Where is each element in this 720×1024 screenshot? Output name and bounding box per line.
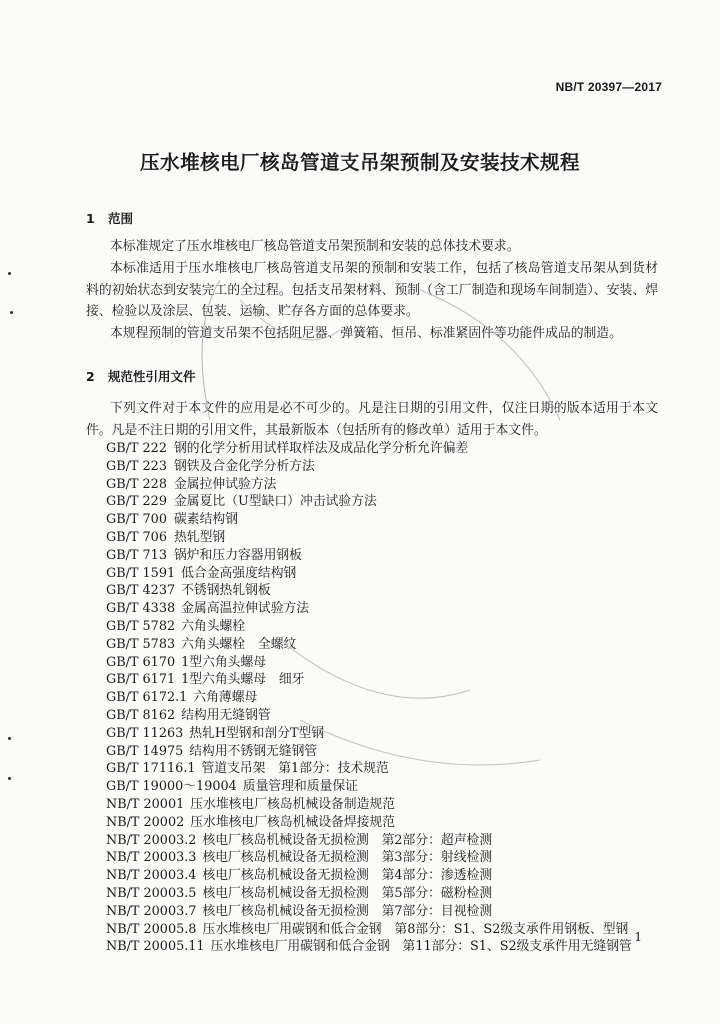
- reference-item: [106, 903, 632, 921]
- reference-code: GB/T 11263: [106, 725, 184, 741]
- reference-item: [106, 618, 632, 636]
- reference-item: [106, 849, 632, 867]
- reference-item: [106, 458, 632, 476]
- margin-mark: [8, 777, 11, 780]
- reference-code: GB/T 706: [106, 529, 167, 545]
- reference-code: GB/T 4338: [106, 601, 176, 617]
- reference-item: [106, 725, 632, 743]
- reference-item: [106, 529, 632, 547]
- reference-title: 金属高温拉伸试验方法: [181, 601, 310, 617]
- reference-code: GB/T 4237: [106, 583, 176, 599]
- reference-item: [106, 654, 632, 672]
- reference-title: 1型六角头螺母 细牙: [181, 672, 305, 688]
- reference-code: GB/T 6171: [106, 672, 176, 688]
- reference-code: NB/T 20003.3: [106, 850, 197, 866]
- reference-code: GB/T 5783: [106, 636, 176, 652]
- reference-code: NB/T 20003.2: [106, 832, 197, 848]
- scope-paragraph-2: 本标准适用于压水堆核电厂核岛管道支吊架的预制和安装工作，包括了核岛管道支吊架从到货材料的初始状态到安装完工的全过程。包括支吊架材料、预制（含工厂制造和现场车间制造）、安装、焊接、检验以及涂层、包装、运输、贮存各方面的总体要求。: [86, 261, 658, 319]
- reference-title: 结构用不锈钢无缝钢管: [189, 743, 318, 759]
- reference-title: 金属拉伸试验方法: [174, 476, 277, 492]
- section-2-number: 2: [86, 369, 95, 384]
- reference-title: 六角头螺栓 全螺纹: [181, 636, 297, 652]
- reference-title: 锅炉和压力容器用钢板: [174, 547, 302, 563]
- reference-item: [106, 867, 632, 885]
- reference-title: 钢的化学分析用试样取样法及成品化学分析允许偏差: [174, 441, 469, 456]
- reference-title: 管道支吊架 第1部分：技术规范: [201, 761, 389, 777]
- reference-title: 核电厂核岛机械设备无损检测 第2部分：超声检测: [202, 832, 493, 848]
- reference-code: NB/T 20005.11: [106, 939, 205, 955]
- reference-item: [106, 511, 632, 529]
- reference-item: [106, 582, 632, 600]
- reference-item: [106, 600, 632, 618]
- reference-title: 压水堆核电厂用碳钢和低合金钢 第11部分：S1、S2级支承件用无缝钢管: [210, 939, 632, 955]
- reference-title: 质量管理和质量保证: [242, 779, 358, 795]
- reference-item: [106, 707, 632, 725]
- reference-title: 热轧H型钢和剖分T型钢: [189, 725, 325, 741]
- reference-title: 压水堆核电厂用碳钢和低合金钢 第8部分：S1、S2级支承件用钢板、型钢: [202, 921, 629, 937]
- reference-item: [106, 921, 632, 939]
- document-title: 压水堆核电厂核岛管道支吊架预制及安装技术规程: [139, 151, 580, 174]
- reference-code: NB/T 20001: [106, 796, 185, 812]
- reference-title: 核电厂核岛机械设备无损检测 第3部分：射线检测: [202, 850, 493, 866]
- reference-item: [106, 476, 632, 494]
- reference-code: NB/T 20003.4: [106, 868, 197, 884]
- reference-title: 核电厂核岛机械设备无损检测 第5部分：磁粉检测: [202, 885, 493, 901]
- reference-code: GB/T 700: [106, 512, 167, 528]
- section-2-heading: [86, 367, 196, 385]
- reference-title: 压水堆核电厂核岛机械设备焊接规范: [190, 814, 395, 830]
- reference-code: GB/T 5782: [106, 618, 176, 634]
- reference-item: [106, 832, 632, 850]
- reference-title: 低合金高强度结构钢: [181, 565, 297, 581]
- reference-code: GB/T 19000～19004: [106, 779, 237, 795]
- reference-title: 压水堆核电厂核岛机械设备制造规范: [190, 796, 395, 812]
- reference-code: GB/T 8162: [106, 707, 176, 723]
- reference-code: GB/T 229: [106, 494, 167, 510]
- reference-code: GB/T 6170: [106, 654, 176, 670]
- reference-item: [106, 547, 632, 565]
- reference-title: 核电厂核岛机械设备无损检测 第7部分：目视检测: [202, 903, 493, 919]
- reference-code: GB/T 17116.1: [106, 761, 196, 777]
- reference-code: GB/T 222: [106, 441, 167, 456]
- standard-code: NB/T 20397—2017: [555, 80, 662, 94]
- reference-item: [106, 885, 632, 903]
- margin-mark: [10, 311, 13, 314]
- reference-item: [106, 636, 632, 654]
- reference-code: NB/T 20002: [106, 814, 185, 830]
- reference-item: [106, 565, 632, 583]
- reference-item: [106, 689, 632, 707]
- margin-mark: [8, 737, 11, 740]
- scope-paragraph-1: 本标准规定了压水堆核电厂核岛管道支吊架预制和安装的总体技术要求。: [110, 239, 520, 254]
- reference-item: [106, 493, 632, 511]
- reference-title: 热轧型钢: [174, 529, 226, 545]
- reference-title: 1型六角头螺母: [181, 654, 267, 670]
- reference-title: 金属夏比（U型缺口）冲击试验方法: [174, 494, 377, 510]
- reference-item: [106, 938, 632, 956]
- reference-item: [106, 671, 632, 689]
- reference-code: GB/T 1591: [106, 565, 176, 581]
- section-1-number: 1: [86, 211, 95, 226]
- reference-item: [106, 440, 632, 458]
- reference-list: [106, 440, 632, 956]
- section-2-title: 规范性引用文件: [108, 369, 196, 384]
- reference-code: GB/T 6172.1: [106, 690, 188, 706]
- reference-item: [106, 796, 632, 814]
- margin-mark: [8, 272, 11, 275]
- reference-title: 六角头螺栓: [181, 618, 246, 634]
- section-1-title: 范围: [108, 211, 134, 226]
- reference-title: 六角薄螺母: [193, 690, 258, 706]
- references-intro: 下列文件对于本文件的应用是必不可少的。凡是注日期的引用文件，仅注日期的版本适用于本文件。凡是不注日期的引用文件，其最新版本（包括所有的修改单）适用于本文件。: [86, 401, 658, 438]
- scope-paragraph-3: 本规程预制的管道支吊架不包括阻尼器、弹簧箱、恒吊、标准紧固件等功能件成品的制造。: [110, 326, 622, 341]
- reference-title: 不锈钢热轧钢板: [181, 583, 271, 599]
- page-number: 1: [634, 930, 642, 944]
- reference-code: NB/T 20003.7: [106, 903, 197, 919]
- reference-title: 碳素结构钢: [174, 512, 238, 528]
- section-1-heading: [86, 209, 133, 227]
- reference-code: GB/T 228: [106, 476, 167, 492]
- reference-code: NB/T 20005.8: [106, 921, 197, 937]
- reference-code: GB/T 713: [106, 547, 167, 563]
- reference-item: [106, 760, 632, 778]
- reference-code: GB/T 14975: [106, 743, 184, 759]
- reference-item: [106, 743, 632, 761]
- reference-title: 钢铁及合金化学分析方法: [174, 458, 315, 474]
- reference-item: [106, 814, 632, 832]
- reference-code: NB/T 20003.5: [106, 885, 197, 901]
- reference-code: GB/T 223: [106, 458, 167, 474]
- reference-title: 核电厂核岛机械设备无损检测 第4部分：渗透检测: [202, 868, 493, 884]
- reference-title: 结构用无缝钢管: [181, 707, 271, 723]
- reference-item: [106, 778, 632, 796]
